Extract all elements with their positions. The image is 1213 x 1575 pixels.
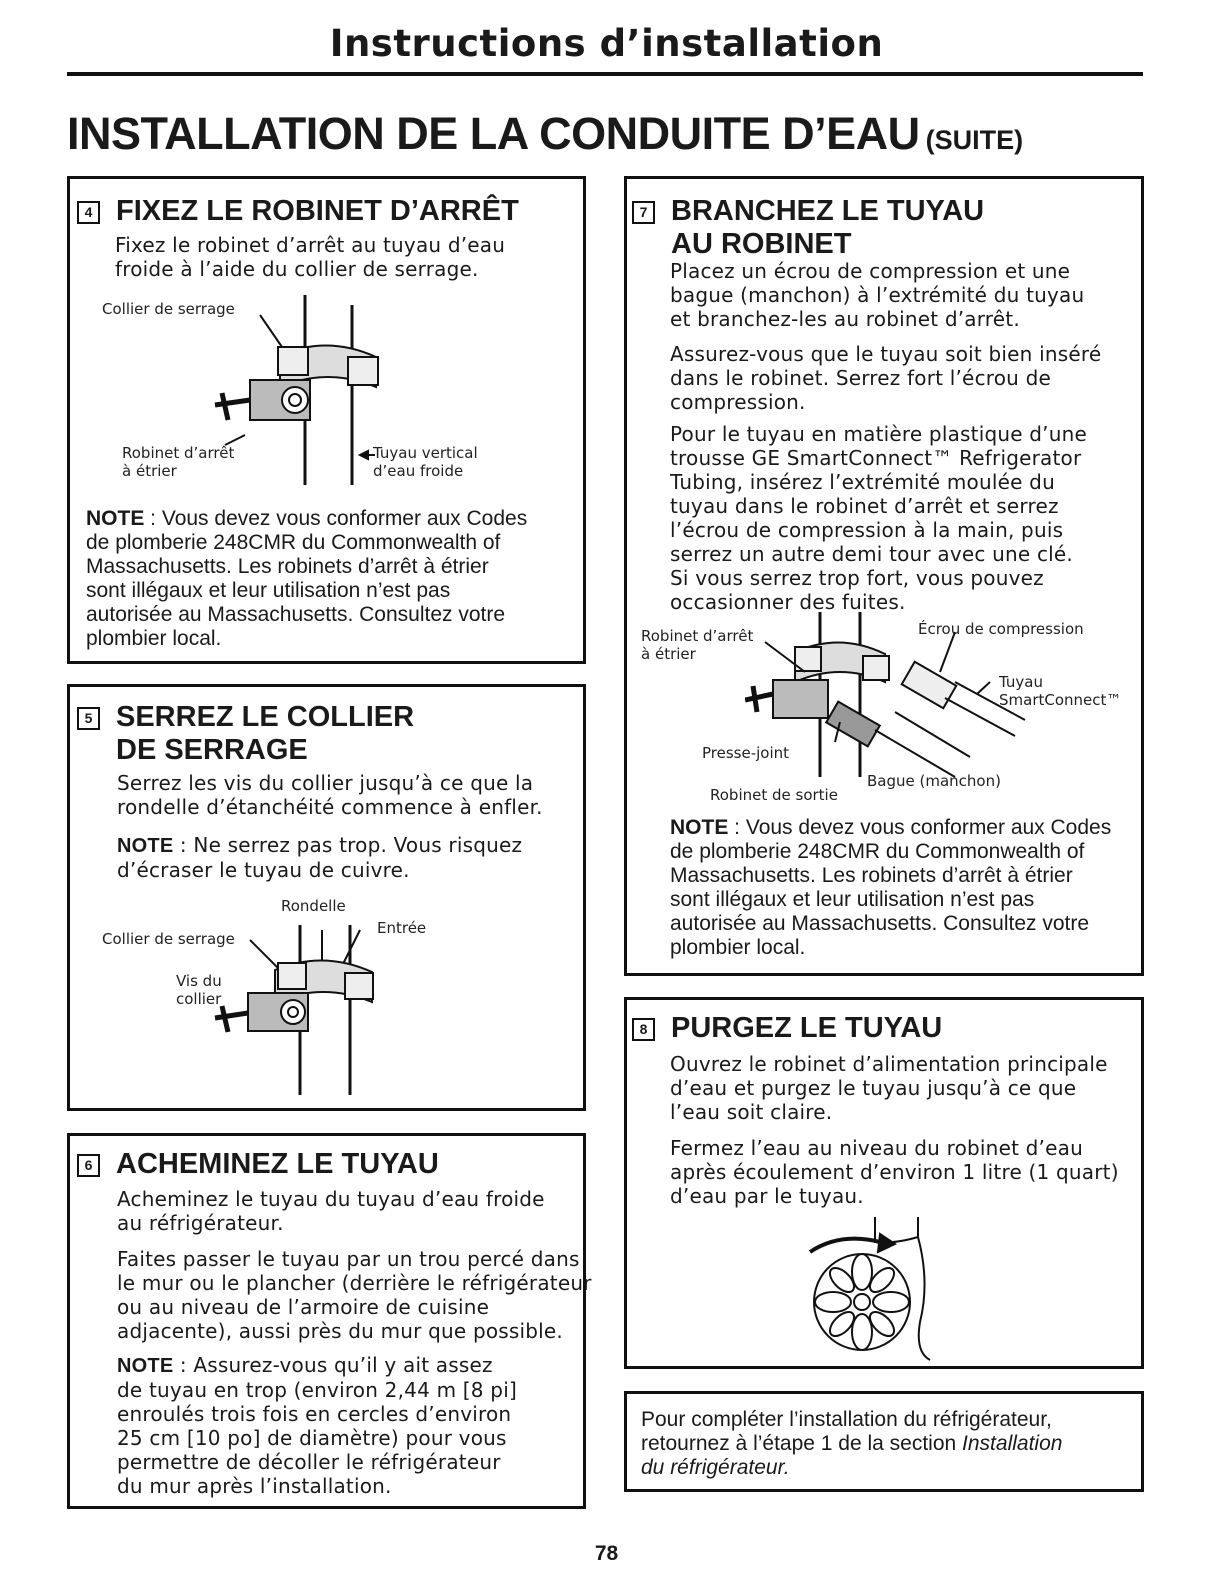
note-label: NOTE <box>117 1355 174 1377</box>
final-line-text: retournez à l’étape 1 de la section <box>641 1432 963 1455</box>
page-number: 78 <box>594 1542 619 1565</box>
note-text: : Vous devez vous conformer aux Codes <box>728 816 1112 839</box>
step-7-text-line: tuyau dans le robinet d’arrêt et serrez <box>670 494 1059 518</box>
step-4-text <box>115 233 505 281</box>
step-6-note-line: du mur après l’installation. <box>117 1474 392 1498</box>
caption-line: Robinet d’arrêt <box>641 627 754 645</box>
step-5-text-line: Serrez les vis du collier jusqu’à ce que la <box>117 771 534 795</box>
note-text: : Ne serrez pas trop. Vous risquez <box>173 833 523 857</box>
note-text: : Vous devez vous conformer aux Codes <box>144 507 528 530</box>
step-7-number: 7 <box>632 201 655 224</box>
step-7-caption-nut: Écrou de compression <box>918 620 1084 638</box>
final-instruction-text <box>641 1408 1062 1480</box>
caption-line: d’eau froide <box>373 462 464 480</box>
step-8-text-line: d’eau et purgez le tuyau jusqu’à ce que <box>670 1076 1077 1100</box>
step-7-text-line: serrez un autre demi tour avec une clé. <box>670 542 1073 566</box>
step-6-note <box>117 1353 517 1498</box>
step-7-text-line: Tubing, insérez l’extrémité moulée du <box>670 470 1055 494</box>
step-7-caption-sleeve: Bague (manchon) <box>867 772 1001 790</box>
step-7-text-line: Pour le tuyau en matière plastique d’une <box>670 422 1087 446</box>
step-6-note-line: enroulés trois fois en cercles d’environ <box>117 1402 512 1426</box>
step-5-note <box>117 833 522 882</box>
note-label: NOTE <box>670 816 729 839</box>
header-rule <box>67 72 1143 76</box>
step-4-text-line: froide à l’aide du collier de serrage. <box>115 257 479 281</box>
step-8-text-line: l’eau soit claire. <box>670 1100 833 1124</box>
section-reference: Installation <box>962 1432 1063 1455</box>
step-5-text-line: rondelle d’étanchéité commence à enfler. <box>117 795 543 819</box>
step-4-note-line: de plomberie 248CMR du Commonwealth of <box>86 531 501 554</box>
step-8-text-line: après écoulement d’environ 1 litre (1 quart) <box>670 1160 1119 1184</box>
step-5-caption-washer: Rondelle <box>281 897 346 915</box>
step-7-text-1 <box>670 259 1084 331</box>
step-7-text-line: et branchez-les au robinet d’arrêt. <box>670 307 1020 331</box>
section-title-text: INSTALLATION DE LA CONDUITE D’EAU <box>67 108 920 159</box>
step-8-text-line: Fermez l’eau au niveau du robinet d’eau <box>670 1136 1083 1160</box>
step-5-number: 5 <box>77 707 100 730</box>
step-8-text-line: d’eau par le tuyau. <box>670 1184 864 1208</box>
step-4-title-text: FIXEZ LE ROBINET D’ARRÊT <box>116 195 519 227</box>
step-7-text-line: l’écrou de compression à la main, puis <box>670 518 1064 542</box>
step-6-note-line: 25 cm [10 po] de diamètre) pour vous <box>117 1426 507 1450</box>
step-6-note-line: permettre de décoller le réfrigérateur <box>117 1450 501 1474</box>
step-6-text-line: Acheminez le tuyau du tuyau d’eau froide <box>117 1187 545 1211</box>
step-7-title-line: BRANCHEZ LE TUYAU <box>671 195 985 227</box>
step-7-caption-valve <box>641 627 753 663</box>
step-7-title <box>632 195 984 261</box>
caption-line: SmartConnect™ <box>999 691 1122 709</box>
step-8-text-2 <box>670 1136 1119 1208</box>
step-7-text-line: compression. <box>670 390 806 414</box>
step-6-title <box>77 1148 439 1181</box>
step-7-text-line: bague (manchon) à l’extrémité du tuyau <box>670 283 1085 307</box>
clamp-tightening-illustration <box>200 925 420 1100</box>
step-6-text-line: le mur ou le plancher (derrière le réfrigérateur <box>117 1271 592 1295</box>
step-7-text-3 <box>670 422 1087 614</box>
section-reference: du réfrigérateur. <box>641 1456 790 1479</box>
caption-line: à étrier <box>122 462 177 480</box>
step-8-number: 8 <box>632 1018 655 1041</box>
step-7-text-line: trousse GE SmartConnect™ Refrigerator <box>670 446 1082 470</box>
step-7-text-line: occasionner des fuites. <box>670 590 906 614</box>
step-7-text-line: Si vous serrez trop fort, vous pouvez <box>670 566 1044 590</box>
caption-line: collier <box>176 990 222 1008</box>
section-title-suffix: (SUITE) <box>925 125 1024 155</box>
step-8-title-text: PURGEZ LE TUYAU <box>671 1012 943 1044</box>
step-7-note-line: sont illégaux et leur utilisation n’est pas <box>670 888 1035 911</box>
final-line <box>641 1432 1062 1456</box>
step-5-text <box>117 771 543 819</box>
step-7-text-line: Assurez-vous que le tuyau soit bien inséré <box>670 342 1102 366</box>
step-7-note-line: autorisée au Massachusetts. Consultez votre <box>670 912 1090 935</box>
caption-line: à étrier <box>641 645 696 663</box>
step-8-title <box>632 1012 942 1045</box>
step-6-text-line: ou au niveau de l’armoire de cuisine <box>117 1295 490 1319</box>
step-8-text-1 <box>670 1052 1108 1124</box>
caption-line: Robinet d’arrêt <box>122 444 235 462</box>
step-4-note-line: autorisée au Massachusetts. Consultez votre <box>86 603 506 626</box>
step-5-note-line: d’écraser le tuyau de cuivre. <box>117 858 410 882</box>
step-6-text-2 <box>117 1247 592 1343</box>
step-6-title-text: ACHEMINEZ LE TUYAU <box>116 1148 439 1180</box>
note-text: : Assurez-vous qu’il y ait assez <box>173 1353 493 1377</box>
step-6-text-line: au réfrigérateur. <box>117 1211 284 1235</box>
step-5-title-line: SERREZ LE COLLIER <box>116 701 415 733</box>
step-7-note <box>670 816 1111 960</box>
step-7-title-line: AU ROBINET <box>671 228 852 260</box>
step-5-title <box>77 701 414 767</box>
caption-line: Tuyau <box>999 673 1043 691</box>
step-4-text-line: Fixez le robinet d’arrêt au tuyau d’eau <box>115 233 506 257</box>
step-7-caption-joint: Presse-joint <box>702 744 790 762</box>
step-7-note-line: plombier local. <box>670 936 806 959</box>
step-7-text-line: Placez un écrou de compression et une <box>670 259 1071 283</box>
tube-connection-illustration <box>745 612 1035 782</box>
step-6-text-1 <box>117 1187 545 1235</box>
step-5-caption-clamp: Collier de serrage <box>102 930 235 948</box>
step-7-text-line: dans le robinet. Serrez fort l’écrou de <box>670 366 1052 390</box>
step-6-note-line: de tuyau en trop (environ 2,44 m [8 pi] <box>117 1378 517 1402</box>
step-7-caption-outlet: Robinet de sortie <box>710 786 838 804</box>
step-6-number: 6 <box>77 1154 100 1177</box>
step-4-title <box>77 195 519 228</box>
step-7-text-2 <box>670 342 1101 414</box>
step-4-note-line: Massachusetts. Les robinets d’arrêt à étrier <box>86 555 489 578</box>
step-4-number: 4 <box>77 201 100 224</box>
step-8-text-line: Ouvrez le robinet d’alimentation principale <box>670 1052 1108 1076</box>
caption-line: Vis du <box>176 972 222 990</box>
page-header: Instructions d’installation <box>329 22 884 65</box>
step-7-note-line: Massachusetts. Les robinets d’arrêt à étrier <box>670 864 1073 887</box>
step-4-note <box>86 507 527 651</box>
step-7-note-line: de plomberie 248CMR du Commonwealth of <box>670 840 1085 863</box>
step-4-note-line: plombier local. <box>86 627 222 650</box>
step-6-text-line: Faites passer le tuyau par un trou percé dans <box>117 1247 580 1271</box>
step-6-text-line: adjacente), aussi près du mur que possible. <box>117 1319 563 1343</box>
step-7-note-line <box>670 816 1111 840</box>
final-line: Pour compléter l’installation du réfrigérateur, <box>641 1408 1052 1431</box>
section-title <box>67 108 1023 160</box>
valve-handle-illustration <box>800 1212 950 1362</box>
note-label: NOTE <box>117 835 174 857</box>
caption-line: Tuyau vertical <box>373 444 478 462</box>
saddle-valve-illustration <box>200 295 420 495</box>
step-5-caption-inlet: Entrée <box>377 919 427 937</box>
step-4-note-line <box>86 507 527 531</box>
step-4-caption-clamp: Collier de serrage <box>102 300 235 318</box>
step-4-note-line: sont illégaux et leur utilisation n’est pas <box>86 579 451 602</box>
step-5-title-line: DE SERRAGE <box>116 734 308 766</box>
note-label: NOTE <box>86 507 145 530</box>
